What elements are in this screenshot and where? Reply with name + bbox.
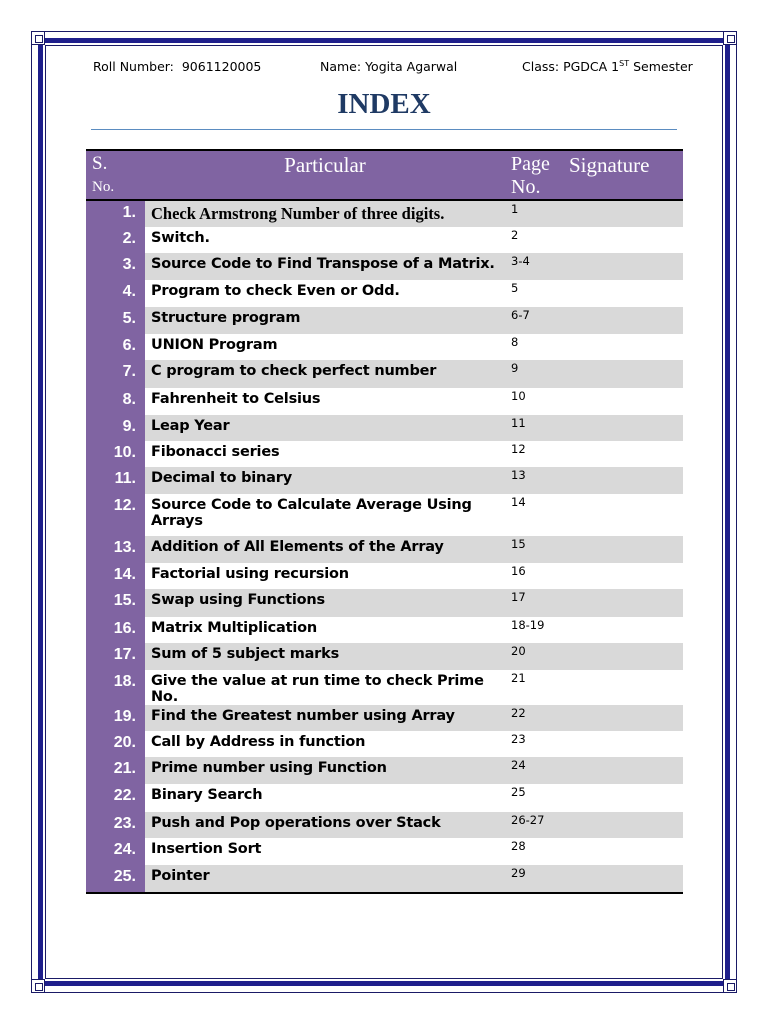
row-signature: [569, 307, 683, 334]
row-page-no: 13: [505, 467, 569, 494]
class-info: [522, 59, 693, 74]
row-signature: [569, 731, 683, 757]
row-sno: 18.: [86, 670, 145, 705]
row-page-no: 3-4: [505, 253, 569, 280]
row-page-no: 9: [505, 360, 569, 388]
student-name-value: Yogita Agarwal: [365, 59, 458, 74]
row-signature: [569, 705, 683, 731]
row-sno: 13.: [86, 536, 145, 563]
row-particular: Fibonacci series: [151, 444, 280, 460]
table-header-row: [86, 150, 683, 200]
class-superscript: ST: [619, 59, 630, 68]
column-header-signature: Signature: [569, 150, 683, 200]
table-row: [86, 467, 683, 494]
row-particular: C program to check perfect number: [145, 360, 505, 388]
row-signature: [569, 415, 683, 441]
border-corner-ornament: [723, 979, 737, 993]
row-sno: 10.: [86, 441, 145, 467]
table-row: [86, 731, 683, 757]
row-particular: UNION Program: [151, 337, 278, 353]
page-title: INDEX: [337, 88, 431, 120]
roll-number: [93, 59, 261, 74]
table-row: [86, 705, 683, 731]
row-sno: 19.: [86, 705, 145, 731]
table-row: [86, 415, 683, 441]
row-sno: 15.: [86, 589, 145, 617]
row-page-no: 11: [505, 415, 569, 441]
row-sno: 4.: [86, 280, 145, 307]
row-particular: Switch.: [151, 230, 210, 246]
row-page-no: 5: [511, 281, 519, 295]
row-particular: Find the Greatest number using Array: [145, 705, 505, 731]
table-row: [86, 441, 683, 467]
row-sno: 7.: [86, 360, 145, 388]
row-sno: 24.: [86, 838, 145, 865]
row-particular: Structure program: [145, 307, 505, 334]
row-page-no: 29: [505, 865, 569, 893]
row-particular: Swap using Functions: [145, 589, 505, 617]
table-row: [86, 784, 683, 812]
class-suffix: Semester: [629, 59, 693, 74]
border-corner-ornament: [31, 31, 45, 45]
row-particular: Decimal to binary: [145, 467, 505, 494]
student-name-label: Name:: [320, 59, 362, 74]
row-page-no: 16: [511, 564, 526, 578]
table-row: [86, 253, 683, 280]
table-row: [86, 670, 683, 705]
row-particular: Prime number using Function: [145, 757, 505, 784]
row-particular: Binary Search: [151, 787, 263, 803]
row-signature: [569, 441, 683, 467]
row-page-no: 1: [505, 200, 569, 227]
table-row: [86, 838, 683, 865]
row-particular: Source Code to Calculate Average Using Arrays: [151, 497, 472, 529]
table-row: [86, 388, 683, 415]
table-row: [86, 812, 683, 838]
row-particular: Factorial using recursion: [151, 566, 349, 582]
row-signature: [569, 838, 683, 865]
table-row: [86, 280, 683, 307]
row-signature: [569, 757, 683, 784]
row-page-no: 26-27: [505, 812, 569, 838]
table-row: [86, 227, 683, 253]
row-page-no: 8: [511, 335, 519, 349]
table-row: [86, 360, 683, 388]
row-page-no: 17: [505, 589, 569, 617]
row-signature: [569, 200, 683, 227]
row-page-no: 2: [511, 228, 519, 242]
row-signature: [569, 643, 683, 670]
row-sno: 22.: [86, 784, 145, 812]
row-sno: 9.: [86, 415, 145, 441]
row-page-no: 23: [511, 732, 526, 746]
row-signature: [569, 784, 683, 812]
table-row: [86, 200, 683, 227]
row-sno: 21.: [86, 757, 145, 784]
sno-header-line2: No.: [92, 179, 115, 195]
row-sno: 12.: [86, 494, 145, 536]
row-page-no: 21: [511, 671, 526, 685]
row-page-no: 15: [505, 536, 569, 563]
row-page-no: 25: [511, 785, 526, 799]
column-header-sno: [86, 150, 145, 200]
sno-header-line1: S.: [92, 153, 108, 174]
page-header-line1: Page: [511, 153, 550, 175]
table-row: [86, 589, 683, 617]
page-header-line2: No.: [511, 176, 541, 198]
row-signature: [569, 227, 683, 253]
row-particular: Sum of 5 subject marks: [145, 643, 505, 670]
row-particular: Pointer: [145, 865, 505, 893]
row-sno: 2.: [86, 227, 145, 253]
row-sno: 8.: [86, 388, 145, 415]
row-page-no: 6-7: [505, 307, 569, 334]
table-row: [86, 617, 683, 643]
row-page-no: 20: [505, 643, 569, 670]
row-signature: [569, 360, 683, 388]
title-underline: [91, 129, 677, 130]
table-row: [86, 643, 683, 670]
row-signature: [569, 536, 683, 563]
row-particular: Push and Pop operations over Stack: [145, 812, 505, 838]
row-particular: Insertion Sort: [151, 841, 262, 857]
table-row: [86, 494, 683, 536]
border-corner-ornament: [31, 979, 45, 993]
row-sno: 25.: [86, 865, 145, 893]
row-particular: Fahrenheit to Celsius: [151, 391, 321, 407]
row-page-no: 18-19: [511, 618, 545, 632]
border-corner-ornament: [723, 31, 737, 45]
row-particular: Leap Year: [145, 415, 505, 441]
row-page-no: 22: [505, 705, 569, 731]
row-sno: 14.: [86, 563, 145, 589]
row-sno: 11.: [86, 467, 145, 494]
row-sno: 23.: [86, 812, 145, 838]
row-signature: [569, 812, 683, 838]
row-page-no: 14: [511, 495, 526, 509]
row-signature: [569, 253, 683, 280]
row-signature: [569, 617, 683, 643]
table-row: [86, 536, 683, 563]
row-signature: [569, 334, 683, 360]
row-particular: Give the value at run time to check Prime No.: [151, 673, 484, 705]
row-particular: Matrix Multiplication: [151, 620, 317, 636]
row-sno: 3.: [86, 253, 145, 280]
row-page-no: 12: [511, 442, 526, 456]
row-signature: [569, 494, 683, 536]
row-sno: 1.: [86, 200, 145, 227]
row-sno: 16.: [86, 617, 145, 643]
student-name: [320, 59, 457, 74]
row-sno: 20.: [86, 731, 145, 757]
row-sno: 17.: [86, 643, 145, 670]
index-table: [86, 149, 683, 894]
row-page-no: 10: [511, 389, 526, 403]
table-row: [86, 334, 683, 360]
row-signature: [569, 388, 683, 415]
row-particular: Program to check Even or Odd.: [151, 283, 400, 299]
column-header-particular: Particular: [145, 150, 505, 200]
row-page-no: 28: [511, 839, 526, 853]
row-signature: [569, 280, 683, 307]
table-row: [86, 757, 683, 784]
row-signature: [569, 865, 683, 893]
roll-number-label: Roll Number:: [93, 59, 174, 74]
row-signature: [569, 670, 683, 705]
row-particular: Addition of All Elements of the Array: [145, 536, 505, 563]
row-page-no: 24: [505, 757, 569, 784]
row-particular: Check Armstrong Number of three digits.: [145, 200, 505, 227]
row-signature: [569, 467, 683, 494]
row-sno: 6.: [86, 334, 145, 360]
table-row: [86, 865, 683, 893]
column-header-page: [505, 150, 569, 200]
row-signature: [569, 563, 683, 589]
class-label: Class: PGDCA 1: [522, 59, 620, 74]
row-particular: Call by Address in function: [151, 734, 366, 750]
row-sno: 5.: [86, 307, 145, 334]
roll-number-value: 9061120005: [181, 59, 262, 74]
table-row: [86, 563, 683, 589]
table-row: [86, 307, 683, 334]
row-particular: Source Code to Find Transpose of a Matrix.: [145, 253, 505, 280]
row-signature: [569, 589, 683, 617]
